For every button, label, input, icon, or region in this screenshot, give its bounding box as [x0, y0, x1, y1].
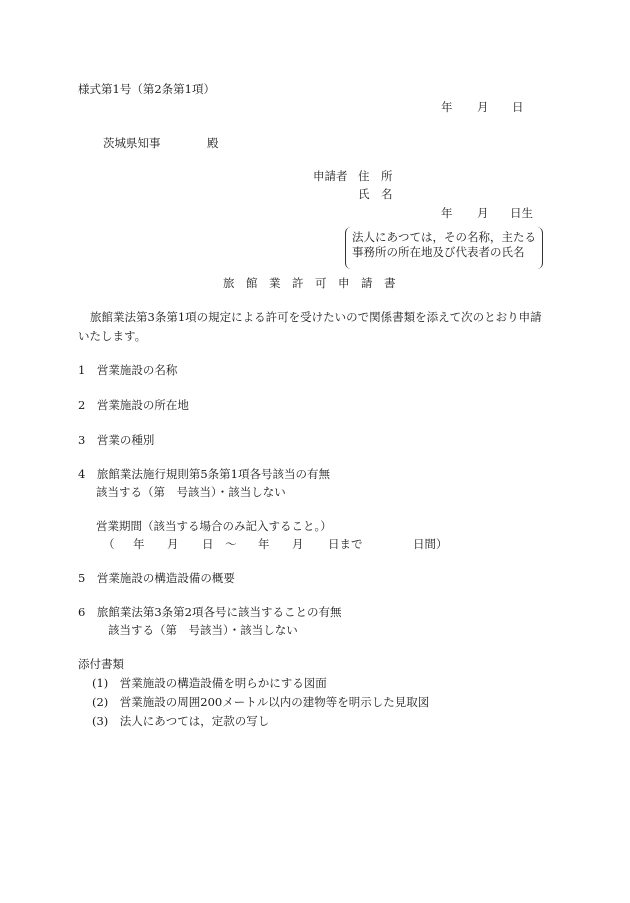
date-year: 年	[441, 100, 453, 114]
attachments-heading: 添付書類	[78, 657, 124, 671]
item-3: 3 営業の種別	[78, 433, 155, 447]
item-4-choice: 該当する（第 号該当）・該当しない	[96, 485, 286, 499]
addressee-honorific: 殿	[207, 136, 219, 150]
period-day1: 日	[202, 537, 214, 551]
period-year1: 年	[133, 537, 145, 551]
birth-day: 日生	[510, 206, 533, 220]
item-6-heading: 6 旅館業法第3条第2項各号に該当することの有無	[78, 605, 342, 619]
period-until: 日まで	[328, 537, 363, 551]
applicant-label: 申請者	[313, 169, 348, 183]
period-year2: 年	[258, 537, 270, 551]
period-open: （	[103, 537, 115, 551]
intro-line2: いたします。	[78, 329, 147, 343]
item-4-period-heading: 営業期間（該当する場合のみ記入すること。）	[96, 519, 332, 533]
document-title: 旅 館 業 許 可 申 請 書	[223, 276, 396, 290]
corporate-note-line1: 法人にあつては，その名称，主たる	[352, 230, 536, 244]
attachment-item: (2) 営業施設の周囲200メートル以内の建物等を明示した見取図	[92, 695, 430, 709]
period-tilde: ～	[225, 537, 237, 551]
item-2: 2 営業施設の所在地	[78, 398, 189, 412]
item-5: 5 営業施設の構造設備の概要	[78, 571, 235, 585]
period-month2: 月	[292, 537, 304, 551]
attachment-item: (3) 法人にあつては，定款の写し	[92, 714, 270, 728]
period-days: 日間）	[413, 537, 448, 551]
date-day: 日	[512, 100, 524, 114]
applicant-name-label: 氏 名	[358, 187, 393, 201]
applicant-address-label: 住 所	[358, 169, 393, 183]
attachment-item: (1) 営業施設の構造設備を明らかにする図面	[92, 676, 327, 690]
addressee-name: 茨城県知事	[103, 136, 161, 150]
date-month: 月	[477, 100, 489, 114]
period-month1: 月	[167, 537, 179, 551]
item-1: 1 営業施設の名称	[78, 363, 178, 377]
item-4-heading: 4 旅館業法施行規則第5条第1項各号該当の有無	[78, 467, 330, 481]
corporate-note-line2: 事務所の所在地及び代表者の氏名	[352, 245, 525, 259]
birth-year: 年	[441, 206, 453, 220]
birth-month: 月	[477, 206, 489, 220]
form-number: 様式第1号（第2条第1項）	[78, 82, 215, 96]
intro-line1: 旅館業法第3条第1項の規定による許可を受けたいので関係書類を添えて次のとおり申請	[90, 310, 542, 324]
item-6-choice: 該当する（第 号該当）・該当しない	[108, 623, 298, 637]
